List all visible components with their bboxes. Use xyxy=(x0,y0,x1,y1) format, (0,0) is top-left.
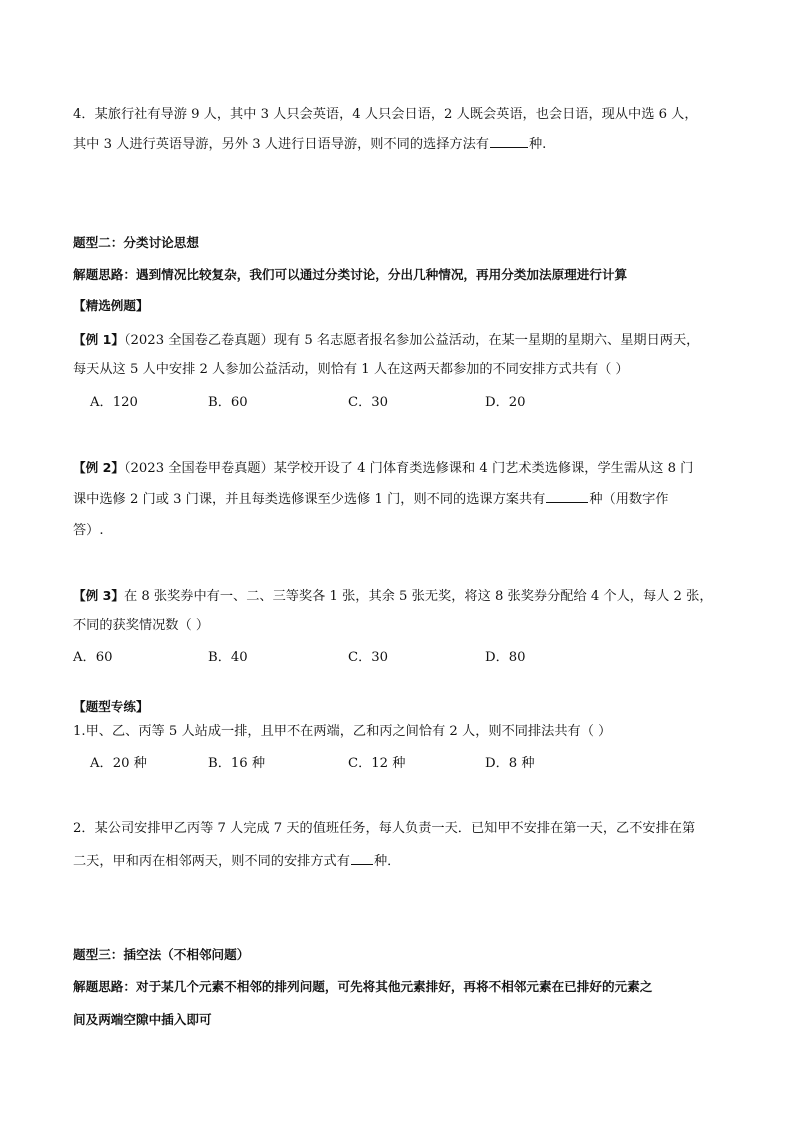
q4-line2-suffix: 种. xyxy=(528,137,547,152)
section-title-type3: 题型三：插空法（不相邻问题） xyxy=(73,947,250,962)
example-1-options xyxy=(90,394,690,412)
practice-2-line2 xyxy=(73,852,400,871)
practice-heading: 【题型专练】 xyxy=(73,699,149,714)
option-d: D．8 种 xyxy=(485,756,535,771)
practice-2-text: 二天，甲和丙在相邻两天，则不同的安排方式有 xyxy=(73,854,350,869)
option-b: B．60 xyxy=(208,395,248,410)
section-title-type2: 题型二：分类讨论思想 xyxy=(73,235,199,250)
option-a: A．120 xyxy=(90,395,138,410)
option-a: A．60 xyxy=(73,650,113,665)
example-2-tag: 【例 2】 xyxy=(73,460,124,475)
section-idea-type3-line2: 间及两端空隙中插入即可 xyxy=(73,1012,212,1027)
q4-line2 xyxy=(73,135,546,154)
example-3-line1 xyxy=(73,587,713,606)
answer-blank xyxy=(490,135,528,148)
option-b: B．40 xyxy=(208,650,248,665)
example-3-tag: 【例 3】 xyxy=(73,588,124,603)
example-3-text: 在 8 张奖券中有一、二、三等奖各 1 张，其余 5 张无奖，将这 8 张奖券分配给 4 个人，每人 2 张， xyxy=(123,589,713,604)
example-2-text: （2023 全国卷甲卷真题）某学校开设了 4 门体育类选修课和 4 门艺术类选修课，学生需从这 8 门 xyxy=(123,461,694,476)
answer-blank xyxy=(351,852,373,865)
answer-blank xyxy=(546,490,588,503)
example-2-line1 xyxy=(73,459,693,478)
example-1-text: （2023 全国卷乙卷真题）现有 5 名志愿者报名参加公益活动，在某一星期的星期六、星期日两天， xyxy=(123,333,700,348)
example-1-line1 xyxy=(73,331,699,350)
option-c: C．30 xyxy=(348,395,389,410)
practice-2-suffix: 种． xyxy=(373,854,401,869)
example-1-tag: 【例 1】 xyxy=(73,332,124,347)
example-2-text-2: 课中选修 2 门或 3 门课，并且每类选修课至少选修 1 门，则不同的选课方案共有 xyxy=(73,492,546,507)
example-2-line2 xyxy=(73,490,668,509)
practice-2-line1: 2．某公司安排甲乙丙等 7 人完成 7 天的值班任务，每人负责一天．已知甲不安排在第一天，乙不安排在第 xyxy=(73,821,696,836)
section-idea-type2: 解题思路：遇到情况比较复杂，我们可以通过分类讨论，分出几种情况，再用分类加法原理进行计算 xyxy=(73,267,628,282)
q4-line1: 4．某旅行社有导游 9 人，其中 3 人只会英语，4 人只会日语，2 人既会英语，也会日语，现从中选 6 人， xyxy=(73,107,698,122)
example-3-line2: 不同的获奖情况数（ ） xyxy=(73,618,210,633)
option-b: B．16 种 xyxy=(208,756,266,771)
q4-line2-text: 其中 3 人进行英语导游，另外 3 人进行日语导游，则不同的选择方法有 xyxy=(73,137,489,152)
option-c: C．30 xyxy=(348,650,389,665)
examples-heading: 【精选例题】 xyxy=(73,298,149,313)
example-2-line3: 答）. xyxy=(73,523,104,538)
example-1-line2: 每天从这 5 人中安排 2 人参加公益活动，则恰有 1 人在这两天都参加的不同安排方式共有（ ） xyxy=(73,362,629,377)
section-idea-type3-line1: 解题思路：对于某几个元素不相邻的排列问题，可先将其他元素排好，再将不相邻元素在已排好的元素之 xyxy=(73,979,653,994)
example-3-options xyxy=(73,649,673,667)
option-a: A．20 种 xyxy=(90,756,147,771)
option-d: D．80 xyxy=(485,650,526,665)
option-d: D．20 xyxy=(485,395,526,410)
practice-1-options xyxy=(90,755,690,773)
option-c: C．12 种 xyxy=(348,756,406,771)
example-2-text-3: 种（用数字作 xyxy=(589,492,669,507)
practice-1-line1: 1.甲、乙、丙等 5 人站成一排，且甲不在两端，乙和丙之间恰有 2 人，则不同排法共有（ ） xyxy=(73,724,612,739)
